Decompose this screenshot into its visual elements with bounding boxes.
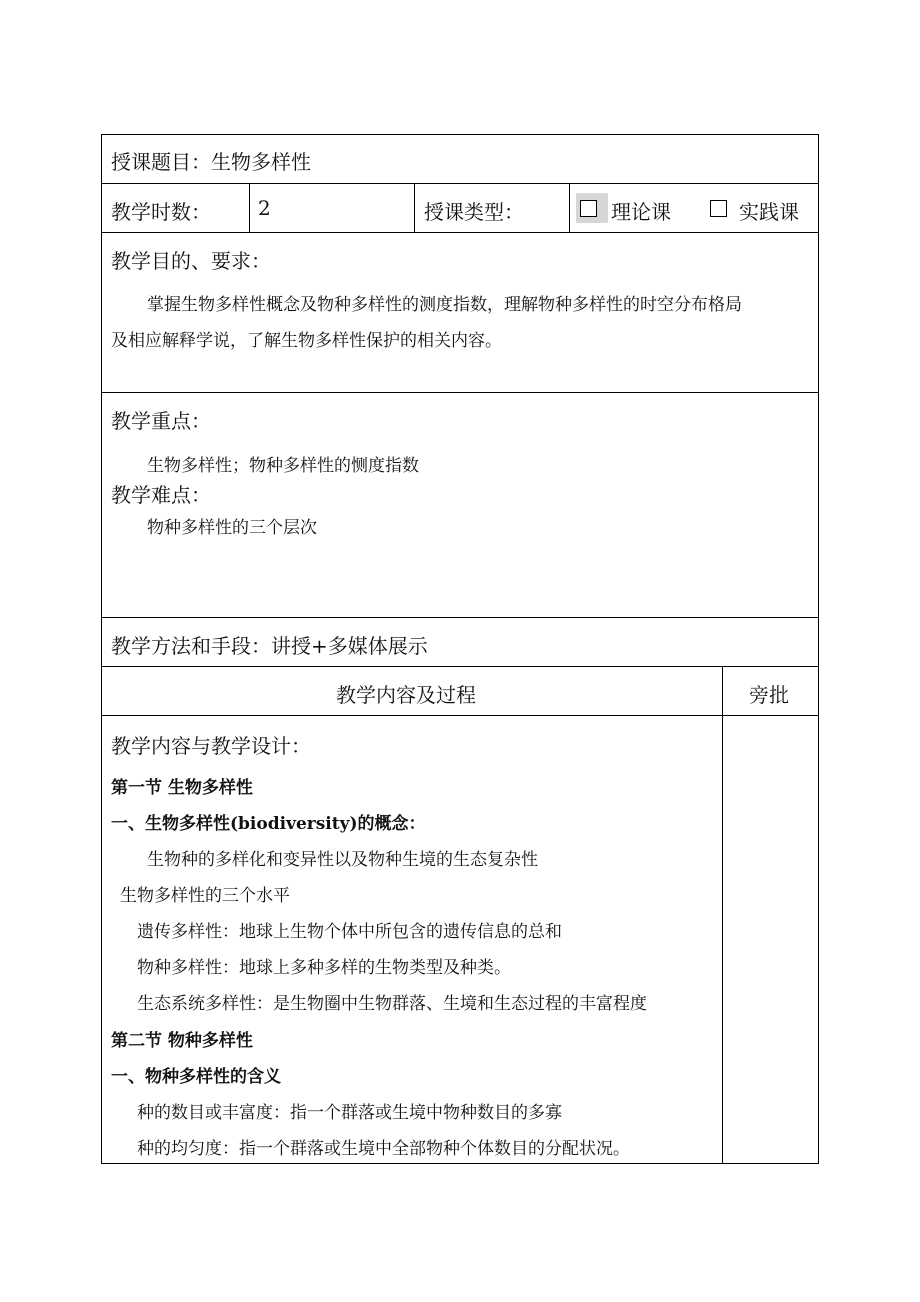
table-border-left xyxy=(101,134,102,1164)
table-border-top xyxy=(101,134,819,135)
subsection-heading: 一、物种多样性的含义 xyxy=(111,1067,281,1087)
row-divider xyxy=(101,617,819,618)
content-intro: 教学内容与教学设计： xyxy=(111,734,311,758)
column-divider xyxy=(249,183,250,232)
content-paragraph: 生物种的多样化和变异性以及物种生境的生态复杂性 xyxy=(147,850,538,870)
row-divider xyxy=(101,232,819,233)
key-points-heading: 教学重点： xyxy=(111,409,211,433)
notes-column-header: 旁批 xyxy=(749,683,789,707)
content-paragraph: 遗传多样性：地球上生物个体中所包含的遗传信息的总和 xyxy=(137,922,562,942)
column-divider xyxy=(722,666,723,1164)
content-column-header: 教学内容及过程 xyxy=(336,683,476,707)
column-divider xyxy=(414,183,415,232)
row-divider xyxy=(101,392,819,393)
content-paragraph: 物种多样性：地球上多种多样的生物类型及种类。 xyxy=(137,958,511,978)
hours-label: 教学时数： xyxy=(111,200,211,224)
key-points-text: 生物多样性；物种多样性的恻度指数 xyxy=(147,456,419,476)
content-paragraph: 种的均匀度：指一个群落或生境中全部物种个体数目的分配状况。 xyxy=(137,1139,630,1159)
goals-heading: 教学目的、要求： xyxy=(111,249,271,273)
theory-option-label: 理论课 xyxy=(611,200,671,224)
difficulty-heading: 教学难点： xyxy=(111,483,211,507)
table-border-bottom xyxy=(101,1163,819,1164)
type-label: 授课类型： xyxy=(424,200,524,224)
practice-checkbox[interactable] xyxy=(710,200,727,217)
content-paragraph: 种的数目或丰富度：指一个群落或生境中物种数目的多寡 xyxy=(137,1103,562,1123)
title-label: 授课题目：生物多样性 xyxy=(111,150,311,174)
section-heading: 第一节 生物多样性 xyxy=(111,778,253,798)
theory-checkbox[interactable] xyxy=(580,200,597,217)
table-border-right xyxy=(818,134,819,1164)
content-paragraph: 生态系统多样性：是生物圈中生物群落、生境和生态过程的丰富程度 xyxy=(137,994,647,1014)
content-paragraph: 生物多样性的三个水平 xyxy=(120,886,290,906)
difficulty-text: 物种多样性的三个层次 xyxy=(147,518,317,538)
section-heading: 第二节 物种多样性 xyxy=(111,1031,253,1051)
hours-value: 2 xyxy=(258,196,271,220)
row-divider xyxy=(101,183,819,184)
goals-text-line: 及相应解释学说，了解生物多样性保护的相关内容。 xyxy=(111,331,502,351)
goals-text-line: 掌握生物多样性概念及物种多样性的测度指数，理解物种多样性的时空分布格局 xyxy=(147,295,742,315)
method-text: 教学方法和手段：讲授+多媒体展示 xyxy=(111,634,428,658)
row-divider xyxy=(101,715,819,716)
column-divider xyxy=(569,183,570,232)
subsection-heading: 一、生物多样性(biodiversity)的概念： xyxy=(111,814,426,834)
practice-option-label: 实践课 xyxy=(739,200,799,224)
row-divider xyxy=(101,666,819,667)
